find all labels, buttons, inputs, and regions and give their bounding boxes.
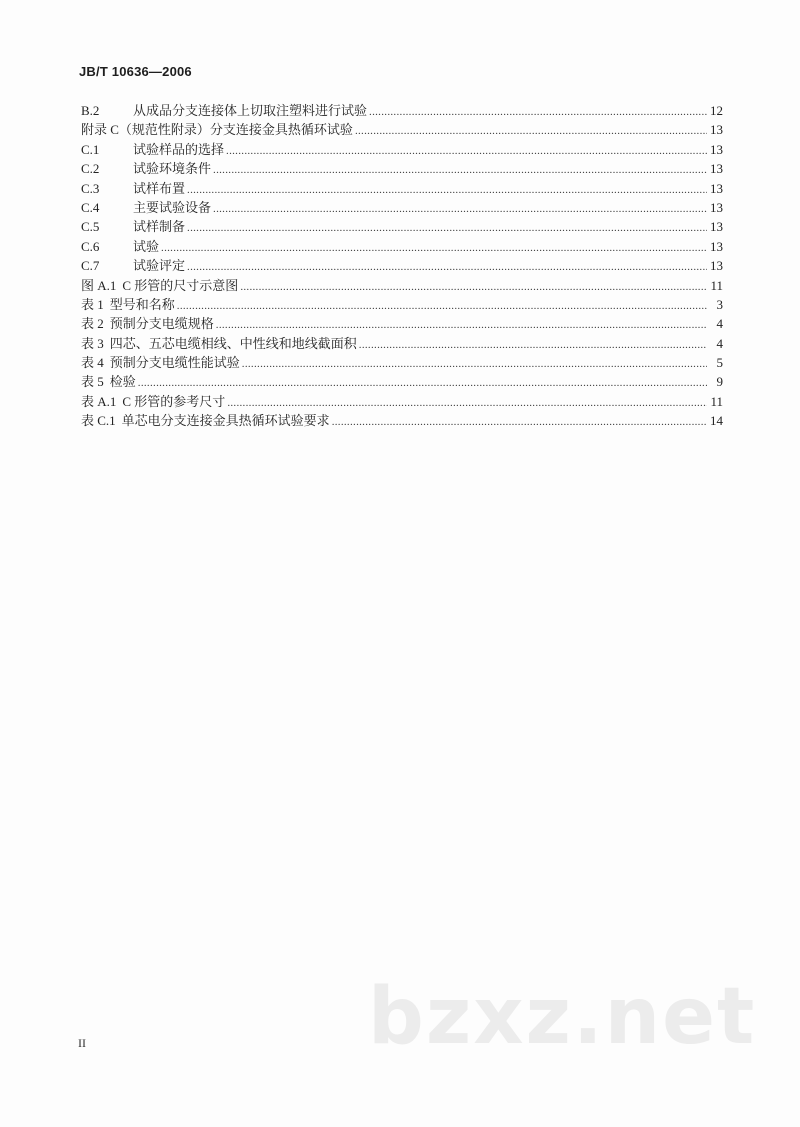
toc-title: 试验 <box>133 238 160 254</box>
toc-entry-figure-a1[interactable] <box>81 276 723 295</box>
toc-page: 13 <box>710 180 723 196</box>
toc-entry-table-5[interactable] <box>81 372 723 391</box>
toc-entry-appendix-c[interactable] <box>81 120 723 139</box>
toc-code: 表 3 <box>81 335 104 351</box>
toc-page: 5 <box>716 355 723 371</box>
toc-title: 四芯、五芯电缆相线、中性线和地线截面积 <box>109 335 357 351</box>
leader-dots <box>213 161 707 180</box>
toc-title: 试验环境条件 <box>133 161 212 177</box>
toc-entry-c6[interactable] <box>81 237 723 256</box>
toc-code: C.7 <box>81 258 100 274</box>
toc-page: 13 <box>710 199 723 215</box>
toc-entry-c2[interactable] <box>81 159 723 178</box>
toc-title: 预制分支电缆规格 <box>109 316 214 332</box>
toc-entry-c7[interactable] <box>81 256 723 275</box>
leader-dots <box>213 200 707 219</box>
toc-title: 预制分支电缆性能试验 <box>109 355 240 371</box>
standard-number: JB/T 10636—2006 <box>79 64 192 79</box>
toc-code: 表 A.1 <box>81 393 117 409</box>
leader-dots <box>138 374 707 393</box>
toc-page: 11 <box>710 393 723 409</box>
toc-code: C.5 <box>81 219 100 235</box>
toc-page: 13 <box>710 258 723 274</box>
toc-entry-table-1[interactable] <box>81 295 723 314</box>
leader-dots <box>355 122 707 141</box>
toc-code: C.4 <box>81 199 100 215</box>
toc-code: 表 1 <box>81 296 104 312</box>
toc-title: （规范性附录）分支连接金具热循环试验 <box>118 122 353 138</box>
toc-title: 试验评定 <box>133 258 186 274</box>
toc-page: 12 <box>710 103 723 118</box>
toc-title: 主要试验设备 <box>133 199 212 215</box>
leader-dots <box>177 297 707 316</box>
toc-code: B.2 <box>81 103 100 118</box>
toc-code: C.3 <box>81 180 100 196</box>
toc-page: 13 <box>710 141 723 157</box>
toc-entry-table-3[interactable] <box>81 334 723 353</box>
toc-entry-table-c1[interactable] <box>81 411 723 430</box>
toc-title: C 形管的尺寸示意图 <box>122 277 239 293</box>
leader-dots <box>226 142 707 161</box>
leader-dots <box>369 103 707 122</box>
toc-code: 图 A.1 <box>81 277 117 293</box>
toc-page: 3 <box>716 296 723 312</box>
toc-code: 附录 C <box>81 122 119 138</box>
toc-entry-table-4[interactable] <box>81 353 723 372</box>
toc-code: 表 5 <box>81 374 104 390</box>
leader-dots <box>216 316 707 335</box>
table-of-contents <box>81 101 723 431</box>
toc-entry-c1[interactable] <box>81 140 723 159</box>
toc-title: 试样制备 <box>133 219 186 235</box>
leader-dots <box>187 219 707 238</box>
toc-entry-table-a1[interactable] <box>81 392 723 411</box>
leader-dots <box>227 394 707 413</box>
toc-title: 从成品分支连接体上切取注塑料进行试验 <box>133 103 368 118</box>
leader-dots <box>242 355 707 374</box>
toc-title: 检验 <box>109 374 136 390</box>
toc-page: 4 <box>716 335 723 351</box>
toc-title: C 形管的参考尺寸 <box>122 393 226 409</box>
toc-page: 11 <box>710 277 723 293</box>
toc-title: 型号和名称 <box>109 296 175 312</box>
toc-code: 表 C.1 <box>81 413 116 429</box>
toc-page: 13 <box>710 238 723 254</box>
toc-code: 表 2 <box>81 316 104 332</box>
watermark: bzxz.net <box>368 972 757 1062</box>
page-number: II <box>78 1036 86 1050</box>
toc-code: C.2 <box>81 161 100 177</box>
leader-dots <box>240 278 707 297</box>
toc-page: 13 <box>710 122 723 138</box>
toc-title: 试验样品的选择 <box>133 141 225 157</box>
leader-dots <box>332 413 707 432</box>
toc-entry-b2[interactable] <box>81 101 723 120</box>
toc-code: C.6 <box>81 238 100 254</box>
toc-page: 13 <box>710 161 723 177</box>
toc-page: 14 <box>710 413 723 429</box>
toc-code: C.1 <box>81 141 100 157</box>
toc-code: 表 4 <box>81 355 104 371</box>
toc-entry-c3[interactable] <box>81 179 723 198</box>
leader-dots <box>187 181 707 200</box>
toc-entry-c5[interactable] <box>81 217 723 236</box>
leader-dots <box>359 336 707 355</box>
leader-dots <box>161 239 707 258</box>
toc-page: 4 <box>716 316 723 332</box>
toc-page: 13 <box>710 219 723 235</box>
toc-entry-table-2[interactable] <box>81 314 723 333</box>
toc-title: 单芯电分支连接金具热循环试验要求 <box>121 413 330 429</box>
toc-title: 试样布置 <box>133 180 186 196</box>
leader-dots <box>187 258 707 277</box>
toc-page: 9 <box>716 374 723 390</box>
toc-entry-c4[interactable] <box>81 198 723 217</box>
